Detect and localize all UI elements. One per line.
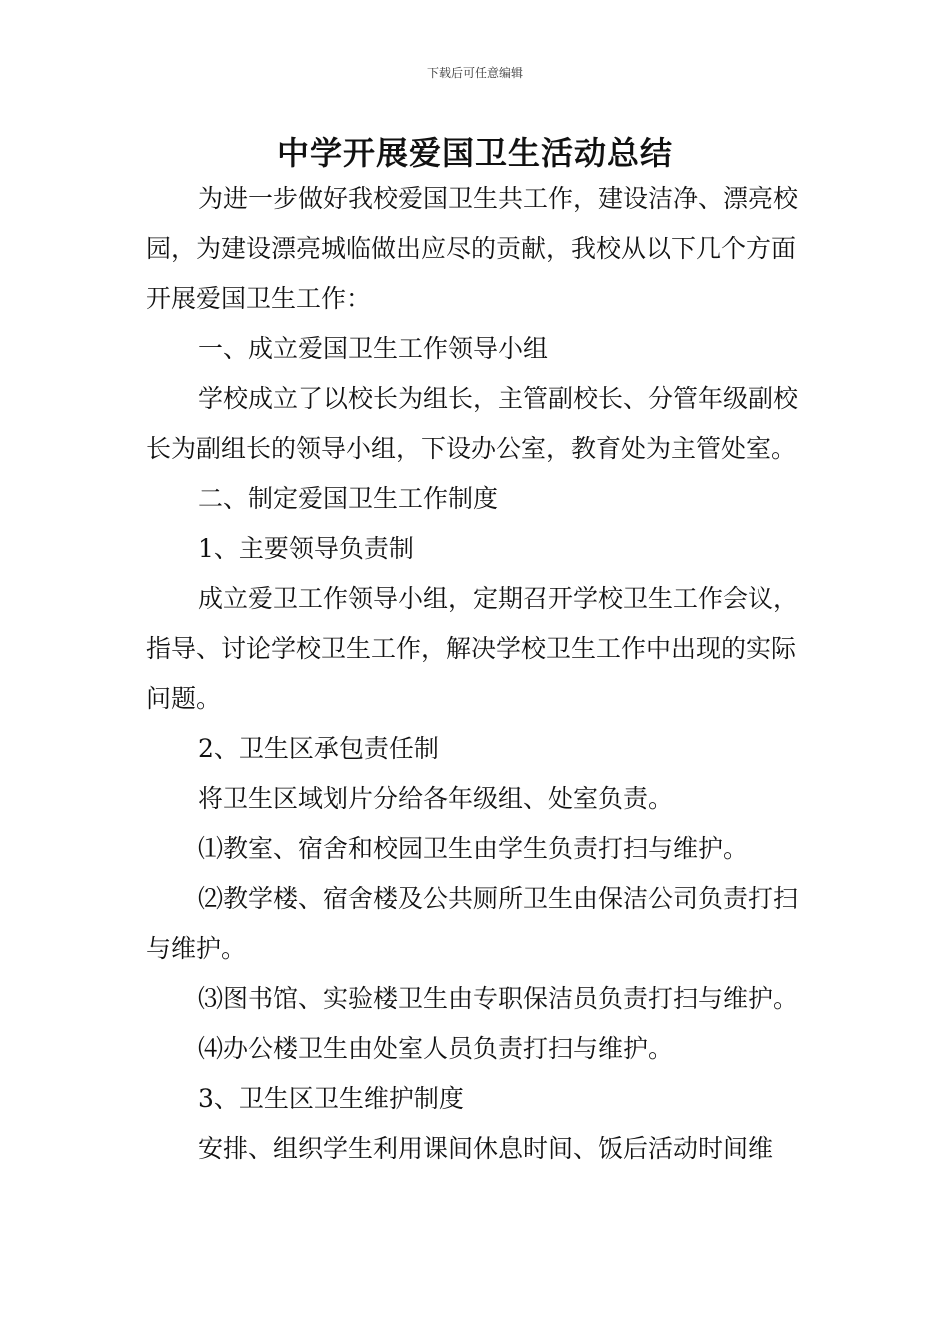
list-item-1: ⑴教室、宿舍和校园卫生由学生负责打扫与维护。: [198, 834, 749, 863]
paragraph-responsibility: 成立爱卫工作领导小组，定期召开学校卫生工作会议，指导、讨论学校卫生工作，解决学校卫生工作中出现的实际问题。: [146, 584, 799, 713]
subsection-heading-3: 3、卫生区卫生维护制度: [198, 1084, 464, 1113]
subsection-heading-1: 1、主要领导负责制: [198, 534, 414, 563]
subsection-heading-2: 2、卫生区承包责任制: [198, 734, 439, 763]
paragraph-maintenance: 安排、组织学生利用课间休息时间、饭后活动时间维: [198, 1134, 774, 1163]
section-heading-2: 二、制定爱国卫生工作制度: [198, 484, 499, 513]
document-body: [146, 174, 808, 1174]
list-item-4: ⑷办公楼卫生由处室人员负责打扫与维护。: [198, 1034, 674, 1063]
list-item-3: ⑶图书馆、实验楼卫生由专职保洁员负责打扫与维护。: [198, 984, 799, 1013]
paragraph-leadership: 学校成立了以校长为组长，主管副校长、分管年级副校长为副组长的领导小组，下设办公室，教育处为主管处室。: [146, 384, 799, 463]
paragraph-area-division: 将卫生区域划片分给各年级组、处室负责。: [198, 784, 674, 813]
header-note: 下载后可任意编辑: [426, 66, 523, 80]
paragraph-intro: 为进一步做好我校爱国卫生共工作，建设洁净、漂亮校园，为建设漂亮城临做出应尽的贡献，我校从以下几个方面开展爱国卫生工作：: [146, 184, 799, 313]
document-title: 中学开展爱国卫生活动总结: [276, 134, 673, 172]
list-item-2: ⑵教学楼、宿舍楼及公共厕所卫生由保洁公司负责打扫与维护。: [146, 884, 799, 963]
section-heading-1: 一、成立爱国卫生工作领导小组: [198, 334, 549, 363]
